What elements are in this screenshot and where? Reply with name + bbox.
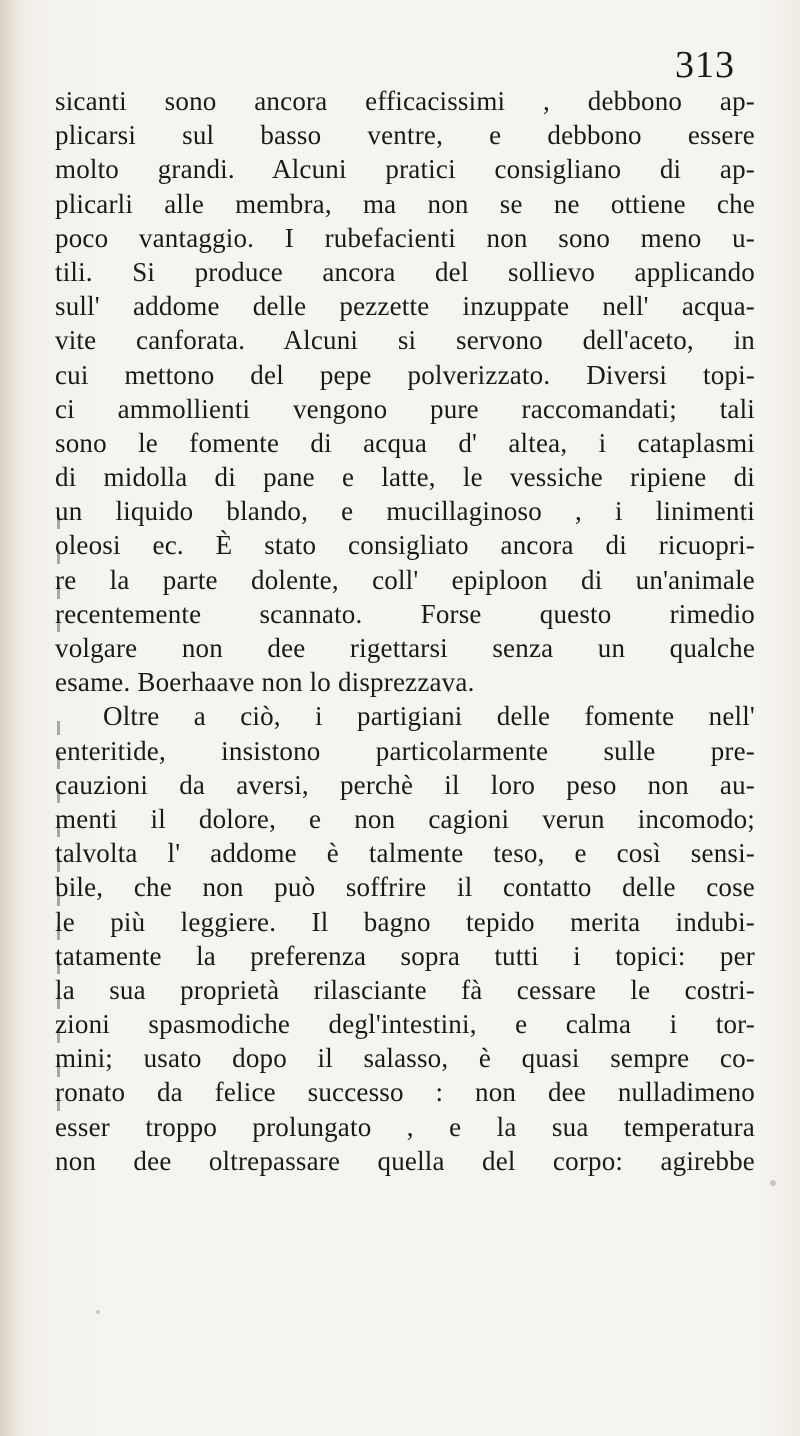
text-line: non dee oltrepassare quella del corpo: agirebbe: [55, 1145, 755, 1176]
paper-speck: [770, 1180, 776, 1186]
text-line: le più leggiere. Il bagno tepido merita indubi-: [55, 906, 755, 937]
text-line: vite canforata. Alcuni si servono dell'aceto, in: [55, 325, 755, 356]
text-line: sono le fomente di acqua d' altea, i cataplasmi: [55, 427, 755, 458]
text-line: enteritide, insistono particolarmente sulle pre-: [55, 735, 755, 766]
text-line: esame. Boerhaave non lo disprezzava.: [55, 667, 475, 698]
text-line: cauzioni da aversi, perchè il loro peso non au-: [55, 769, 755, 800]
text-line: esser troppo prolungato , e la sua temperatura: [55, 1111, 755, 1142]
text-line: sull' addome delle pezzette inzuppate nell' acqua-: [55, 291, 755, 322]
text-line: menti il dolore, e non cagioni verun incomodo;: [55, 803, 755, 834]
text-line: oleosi ec. È stato consigliato ancora di ricuopri-: [55, 530, 755, 561]
text-line: ci ammollienti vengono pure raccomandati; tali: [55, 393, 755, 424]
text-line: un liquido blando, e mucillaginoso , i linimenti: [55, 496, 755, 527]
text-line: Oltre a ciò, i partigiani delle fomente nell': [103, 701, 755, 732]
text-line: di midolla di pane e latte, le vessiche ripiene di: [55, 462, 755, 493]
text-line: sicanti sono ancora efficacissimi , debbono ap-: [55, 86, 755, 116]
text-line: talvolta l' addome è talmente teso, e così sensi-: [55, 838, 755, 869]
text-line: poco vantaggio. I rubefacienti non sono meno u-: [55, 222, 755, 253]
text-line: mini; usato dopo il salasso, è quasi sempre co-: [55, 1043, 755, 1074]
body-text: [55, 84, 755, 1178]
text-line: plicarsi sul basso ventre, e debbono essere: [55, 120, 755, 151]
paper-speck: [96, 1310, 100, 1314]
text-line: molto grandi. Alcuni pratici consigliano di ap-: [55, 154, 755, 185]
text-line: volgare non dee rigettarsi senza un qualche: [55, 633, 755, 663]
text-line: re la parte dolente, coll' epiploon di un'animale: [55, 564, 755, 595]
text-line: ronato da felice successo : non dee nulladimeno: [55, 1077, 755, 1108]
text-line: tatamente la preferenza sopra tutti i topici: per: [55, 940, 755, 971]
page-gutter-shadow: [0, 0, 18, 1436]
page-number: 313: [675, 44, 735, 86]
text-line: la sua proprietà rilasciante fà cessare le costri-: [55, 974, 755, 1005]
text-line: bile, che non può soffrire il contatto delle cose: [55, 872, 755, 903]
text-line: recentemente scannato. Forse questo rimedio: [55, 598, 755, 629]
text-line: zioni spasmodiche degl'intestini, e calma i tor-: [55, 1009, 755, 1040]
text-line: plicarli alle membra, ma non se ne ottiene che: [55, 188, 755, 219]
text-line: tili. Si produce ancora del sollievo applicando: [55, 256, 755, 287]
text-line: cui mettono del pepe polverizzato. Diversi topi-: [55, 359, 755, 390]
